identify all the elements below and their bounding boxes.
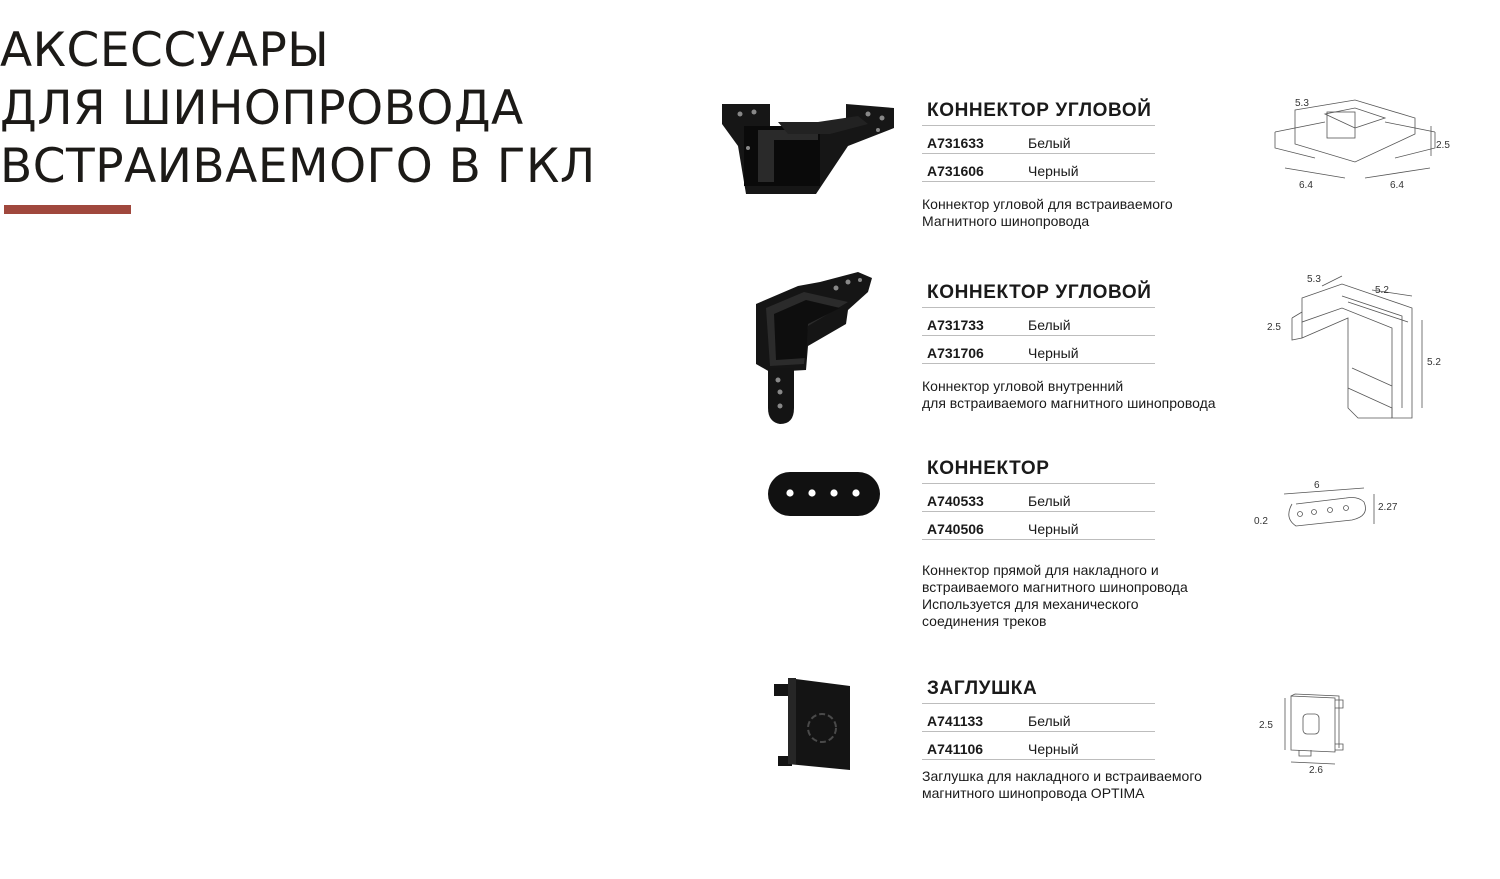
description-line: Магнитного шинопровода xyxy=(922,213,1090,229)
product-info xyxy=(922,282,1222,412)
end-cap-photo xyxy=(770,676,856,772)
description-line: соединения треков xyxy=(922,613,1047,629)
product-info xyxy=(922,458,1222,630)
variant-color: Черный xyxy=(1028,345,1079,361)
description-line: Заглушка для накладного и встраиваемого xyxy=(922,768,1202,784)
product-name: КОННЕКТОР УГЛОВОЙ xyxy=(922,282,1155,308)
sku: A731606 xyxy=(927,163,984,179)
product-name: КОННЕКТОР xyxy=(922,458,1155,484)
sku: A740533 xyxy=(927,493,984,509)
dimension-label: 6 xyxy=(1314,480,1320,491)
sku: A731633 xyxy=(927,135,984,151)
variant-row xyxy=(922,126,1155,154)
variant-row xyxy=(922,512,1155,540)
dimension-label: 2.27 xyxy=(1378,502,1398,513)
dimension-label: 2.5 xyxy=(1267,322,1281,333)
variant-color: Черный xyxy=(1028,521,1079,537)
variant-color: Белый xyxy=(1028,713,1071,729)
sku: A740506 xyxy=(927,521,984,537)
variant-color: Черный xyxy=(1028,163,1079,179)
product-description xyxy=(922,378,1222,412)
description-line: встраиваемого магнитного шинопровода xyxy=(922,579,1188,595)
product-info xyxy=(922,100,1222,230)
variant-row xyxy=(922,484,1155,512)
description-line: для встраиваемого магнитного шинопровода xyxy=(922,395,1216,411)
dimension-label: 5.2 xyxy=(1427,357,1441,368)
technical-drawing xyxy=(1255,92,1455,197)
corner-connector-photo xyxy=(718,100,898,198)
title-line: ДЛЯ ШИНОПРОВОДА xyxy=(0,81,524,136)
dimension-label: 5.3 xyxy=(1295,98,1309,109)
description-line: Коннектор угловой внутренний xyxy=(922,378,1124,394)
variant-row xyxy=(922,336,1155,364)
variant-color: Черный xyxy=(1028,741,1079,757)
variant-row xyxy=(922,308,1155,336)
title-accent-bar xyxy=(4,205,131,214)
variant-row xyxy=(922,154,1155,182)
product-description xyxy=(922,768,1222,802)
description-line: магнитного шинопровода OPTIMA xyxy=(922,785,1145,801)
variant-row xyxy=(922,732,1155,760)
straight-connector-photo xyxy=(766,470,882,518)
variant-color: Белый xyxy=(1028,317,1071,333)
title-line: ВСТРАИВАЕМОГО В ГКЛ xyxy=(0,139,596,194)
description-line: Коннектор прямой для накладного и xyxy=(922,562,1159,578)
title-line: АКСЕССУАРЫ xyxy=(0,23,330,78)
dimension-label: 5.3 xyxy=(1307,274,1321,285)
product-description xyxy=(922,196,1222,230)
sku: A731733 xyxy=(927,317,984,333)
variant-color: Белый xyxy=(1028,493,1071,509)
product-name: КОННЕКТОР УГЛОВОЙ xyxy=(922,100,1155,126)
dimension-label: 0.2 xyxy=(1254,516,1268,527)
product-name: ЗАГЛУШКА xyxy=(922,678,1155,704)
description-line: Используется для механического xyxy=(922,596,1139,612)
variant-row xyxy=(922,704,1155,732)
variant-color: Белый xyxy=(1028,135,1071,151)
page-title xyxy=(0,22,596,196)
product-description xyxy=(922,562,1222,630)
sku: A741133 xyxy=(927,713,984,729)
technical-drawing xyxy=(1255,690,1355,780)
technical-drawing xyxy=(1262,268,1452,423)
dimension-label: 2.6 xyxy=(1309,765,1323,776)
dimension-label: 2.5 xyxy=(1259,720,1273,731)
product-info xyxy=(922,678,1222,802)
description-line: Коннектор угловой для встраиваемого xyxy=(922,196,1173,212)
dimension-label: 6.4 xyxy=(1299,180,1313,191)
dimension-label: 6.4 xyxy=(1390,180,1404,191)
technical-drawing xyxy=(1250,474,1410,534)
dimension-label: 5.2 xyxy=(1375,285,1389,296)
inner-corner-connector-photo xyxy=(748,268,878,426)
dimension-label: 2.5 xyxy=(1436,140,1450,151)
sku: A741106 xyxy=(927,741,984,757)
sku: A731706 xyxy=(927,345,984,361)
